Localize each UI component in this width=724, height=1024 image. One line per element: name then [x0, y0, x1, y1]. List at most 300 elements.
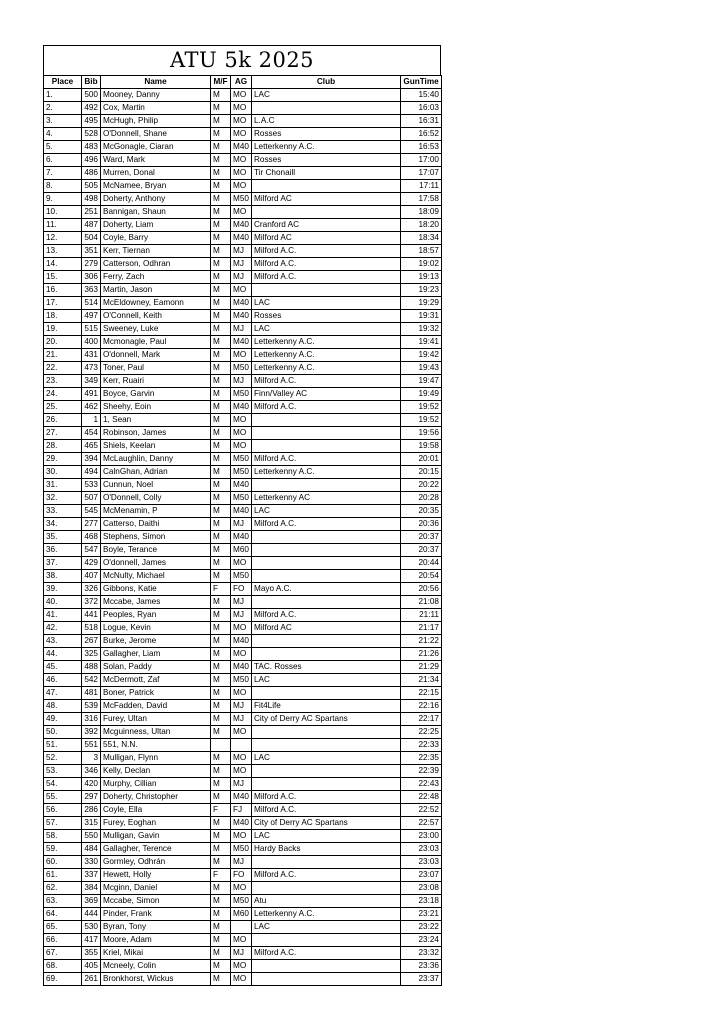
name-cell: O'Donnell, Shane — [101, 128, 211, 141]
guntime-cell: 15:40 — [401, 89, 442, 102]
table-row — [44, 791, 442, 804]
gender-cell: M — [211, 310, 231, 323]
name-cell: Mccabe, Simon — [101, 895, 211, 908]
age-group-cell: M50 — [231, 193, 252, 206]
name-cell: Peoples, Ryan — [101, 609, 211, 622]
name-cell: Gibbons, Katie — [101, 583, 211, 596]
club-cell: Milford A.C. — [252, 791, 401, 804]
table-row — [44, 778, 442, 791]
results-table — [43, 75, 442, 986]
name-cell: Sweeney, Luke — [101, 323, 211, 336]
age-group-cell: MO — [231, 102, 252, 115]
gender-cell: M — [211, 492, 231, 505]
guntime-cell: 20:44 — [401, 557, 442, 570]
gender-cell: M — [211, 596, 231, 609]
guntime-cell: 23:21 — [401, 908, 442, 921]
gender-cell: F — [211, 583, 231, 596]
guntime-cell: 18:34 — [401, 232, 442, 245]
bib-cell: 484 — [82, 843, 101, 856]
name-cell: Doherty, Liam — [101, 219, 211, 232]
place-cell: 39. — [44, 583, 82, 596]
place-cell: 44. — [44, 648, 82, 661]
age-group-cell: MJ — [231, 323, 252, 336]
place-cell: 37. — [44, 557, 82, 570]
age-group-cell: MO — [231, 89, 252, 102]
place-cell: 59. — [44, 843, 82, 856]
table-row — [44, 206, 442, 219]
table-row — [44, 830, 442, 843]
name-cell: McMenamin, P — [101, 505, 211, 518]
gender-cell: M — [211, 141, 231, 154]
gender-cell: M — [211, 115, 231, 128]
table-row — [44, 570, 442, 583]
bib-cell: 279 — [82, 258, 101, 271]
gender-cell: M — [211, 323, 231, 336]
club-cell — [252, 414, 401, 427]
club-cell — [252, 284, 401, 297]
name-cell: Ward, Mark — [101, 154, 211, 167]
place-cell: 57. — [44, 817, 82, 830]
table-row — [44, 141, 442, 154]
guntime-cell: 22:52 — [401, 804, 442, 817]
bib-cell: 306 — [82, 271, 101, 284]
table-row — [44, 297, 442, 310]
place-cell: 22. — [44, 362, 82, 375]
table-row — [44, 492, 442, 505]
age-group-cell: M50 — [231, 466, 252, 479]
gender-cell: M — [211, 687, 231, 700]
age-group-cell: M40 — [231, 635, 252, 648]
guntime-cell: 19:32 — [401, 323, 442, 336]
name-cell: Logue, Kevin — [101, 622, 211, 635]
gender-cell: M — [211, 973, 231, 986]
place-cell: 24. — [44, 388, 82, 401]
gender-cell: M — [211, 934, 231, 947]
header-place: Place — [44, 76, 82, 89]
name-cell: Furey, Ultan — [101, 713, 211, 726]
guntime-cell: 23:37 — [401, 973, 442, 986]
club-cell — [252, 778, 401, 791]
bib-cell: 325 — [82, 648, 101, 661]
club-cell: Letterkenny A.C. — [252, 362, 401, 375]
place-cell: 53. — [44, 765, 82, 778]
age-group-cell: MJ — [231, 700, 252, 713]
table-row — [44, 362, 442, 375]
club-cell: Finn/Valley AC — [252, 388, 401, 401]
age-group-cell: M40 — [231, 531, 252, 544]
place-cell: 25. — [44, 401, 82, 414]
age-group-cell: MO — [231, 154, 252, 167]
guntime-cell: 19:58 — [401, 440, 442, 453]
gender-cell: M — [211, 271, 231, 284]
age-group-cell: M40 — [231, 479, 252, 492]
club-cell: Mayo A.C. — [252, 583, 401, 596]
guntime-cell: 19:43 — [401, 362, 442, 375]
bib-cell: 495 — [82, 115, 101, 128]
place-cell: 34. — [44, 518, 82, 531]
table-header — [44, 76, 442, 89]
age-group-cell: M50 — [231, 453, 252, 466]
bib-cell: 497 — [82, 310, 101, 323]
place-cell: 52. — [44, 752, 82, 765]
bib-cell: 528 — [82, 128, 101, 141]
name-cell: Mcneely, Colin — [101, 960, 211, 973]
age-group-cell: FO — [231, 869, 252, 882]
gender-cell: M — [211, 349, 231, 362]
name-cell: Catterson, Odhran — [101, 258, 211, 271]
club-cell: City of Derry AC Spartans — [252, 817, 401, 830]
gender-cell: M — [211, 531, 231, 544]
bib-cell: 407 — [82, 570, 101, 583]
guntime-cell: 23:36 — [401, 960, 442, 973]
name-cell: 1, Sean — [101, 414, 211, 427]
gender-cell: M — [211, 258, 231, 271]
guntime-cell: 20:15 — [401, 466, 442, 479]
name-cell: Coyle, Ella — [101, 804, 211, 817]
place-cell: 15. — [44, 271, 82, 284]
table-row — [44, 843, 442, 856]
place-cell: 9. — [44, 193, 82, 206]
guntime-cell: 20:37 — [401, 531, 442, 544]
table-row — [44, 154, 442, 167]
guntime-cell: 22:35 — [401, 752, 442, 765]
bib-cell: 500 — [82, 89, 101, 102]
guntime-cell: 17:58 — [401, 193, 442, 206]
bib-cell: 473 — [82, 362, 101, 375]
guntime-cell: 19:49 — [401, 388, 442, 401]
header-row — [44, 76, 442, 89]
table-row — [44, 401, 442, 414]
bib-cell: 346 — [82, 765, 101, 778]
club-cell — [252, 479, 401, 492]
gender-cell: M — [211, 622, 231, 635]
table-row — [44, 193, 442, 206]
place-cell: 18. — [44, 310, 82, 323]
guntime-cell: 21:34 — [401, 674, 442, 687]
table-body — [44, 89, 442, 986]
table-row — [44, 375, 442, 388]
bib-cell: 417 — [82, 934, 101, 947]
table-row — [44, 622, 442, 635]
guntime-cell: 16:03 — [401, 102, 442, 115]
header-guntime: GunTime — [401, 76, 442, 89]
club-cell: Letterkenny A.C. — [252, 349, 401, 362]
club-cell: Milford A.C. — [252, 258, 401, 271]
age-group-cell: M40 — [231, 297, 252, 310]
name-cell: Bannigan, Shaun — [101, 206, 211, 219]
guntime-cell: 20:28 — [401, 492, 442, 505]
guntime-cell: 22:39 — [401, 765, 442, 778]
age-group-cell: FO — [231, 583, 252, 596]
club-cell: Milford AC — [252, 622, 401, 635]
club-cell — [252, 570, 401, 583]
club-cell: Letterkenny A.C. — [252, 141, 401, 154]
name-cell: Coyle, Barry — [101, 232, 211, 245]
gender-cell: F — [211, 869, 231, 882]
table-row — [44, 713, 442, 726]
place-cell: 60. — [44, 856, 82, 869]
name-cell: Sheehy, Eoin — [101, 401, 211, 414]
guntime-cell: 21:17 — [401, 622, 442, 635]
name-cell: Murren, Donal — [101, 167, 211, 180]
age-group-cell: MO — [231, 206, 252, 219]
club-cell: Hardy Backs — [252, 843, 401, 856]
guntime-cell: 18:57 — [401, 245, 442, 258]
gender-cell: M — [211, 609, 231, 622]
age-group-cell: MJ — [231, 375, 252, 388]
guntime-cell: 22:25 — [401, 726, 442, 739]
age-group-cell: M40 — [231, 219, 252, 232]
place-cell: 58. — [44, 830, 82, 843]
table-row — [44, 583, 442, 596]
age-group-cell: MO — [231, 180, 252, 193]
place-cell: 23. — [44, 375, 82, 388]
name-cell: 551, N.N. — [101, 739, 211, 752]
guntime-cell: 22:43 — [401, 778, 442, 791]
place-cell: 29. — [44, 453, 82, 466]
guntime-cell: 19:29 — [401, 297, 442, 310]
age-group-cell: MJ — [231, 245, 252, 258]
bib-cell: 372 — [82, 596, 101, 609]
place-cell: 68. — [44, 960, 82, 973]
gender-cell: M — [211, 414, 231, 427]
name-cell: Burke, Jerome — [101, 635, 211, 648]
club-cell — [252, 102, 401, 115]
age-group-cell: FJ — [231, 804, 252, 817]
name-cell: Solan, Paddy — [101, 661, 211, 674]
club-cell — [252, 973, 401, 986]
gender-cell: M — [211, 778, 231, 791]
guntime-cell: 21:26 — [401, 648, 442, 661]
table-row — [44, 765, 442, 778]
table-row — [44, 973, 442, 986]
guntime-cell: 23:24 — [401, 934, 442, 947]
place-cell: 63. — [44, 895, 82, 908]
club-cell — [252, 557, 401, 570]
club-cell — [252, 427, 401, 440]
name-cell: Gallagher, Terence — [101, 843, 211, 856]
table-row — [44, 128, 442, 141]
table-row — [44, 934, 442, 947]
gender-cell: M — [211, 479, 231, 492]
gender-cell: M — [211, 908, 231, 921]
age-group-cell: MJ — [231, 713, 252, 726]
table-row — [44, 804, 442, 817]
club-cell: Milford A.C. — [252, 245, 401, 258]
gender-cell: M — [211, 362, 231, 375]
name-cell: Mcmonagle, Paul — [101, 336, 211, 349]
gender-cell: M — [211, 947, 231, 960]
name-cell: O'donnell, Mark — [101, 349, 211, 362]
club-cell: LAC — [252, 921, 401, 934]
club-cell: Milford A.C. — [252, 271, 401, 284]
age-group-cell: M40 — [231, 791, 252, 804]
place-cell: 48. — [44, 700, 82, 713]
bib-cell: 505 — [82, 180, 101, 193]
place-cell: 1. — [44, 89, 82, 102]
club-cell: Tir Chonaill — [252, 167, 401, 180]
name-cell: McFadden, David — [101, 700, 211, 713]
name-cell: Catterso, Daithi — [101, 518, 211, 531]
bib-cell: 515 — [82, 323, 101, 336]
bib-cell: 550 — [82, 830, 101, 843]
club-cell — [252, 960, 401, 973]
club-cell: Milford A.C. — [252, 375, 401, 388]
club-cell — [252, 739, 401, 752]
bib-cell: 277 — [82, 518, 101, 531]
club-cell: Atu — [252, 895, 401, 908]
place-cell: 67. — [44, 947, 82, 960]
bib-cell: 267 — [82, 635, 101, 648]
header-name: Name — [101, 76, 211, 89]
table-row — [44, 323, 442, 336]
place-cell: 28. — [44, 440, 82, 453]
guntime-cell: 19:42 — [401, 349, 442, 362]
name-cell: Kriel, Mikai — [101, 947, 211, 960]
gender-cell — [211, 739, 231, 752]
name-cell: Moore, Adam — [101, 934, 211, 947]
gender-cell: M — [211, 544, 231, 557]
gender-cell: M — [211, 960, 231, 973]
gender-cell: M — [211, 180, 231, 193]
table-row — [44, 557, 442, 570]
header-gender: M/F — [211, 76, 231, 89]
bib-cell: 261 — [82, 973, 101, 986]
name-cell: Doherty, Anthony — [101, 193, 211, 206]
place-cell: 20. — [44, 336, 82, 349]
name-cell: Cox, Martin — [101, 102, 211, 115]
place-cell: 17. — [44, 297, 82, 310]
club-cell: Milford A.C. — [252, 518, 401, 531]
gender-cell: F — [211, 804, 231, 817]
place-cell: 21. — [44, 349, 82, 362]
guntime-cell: 17:00 — [401, 154, 442, 167]
club-cell: Milford AC — [252, 193, 401, 206]
table-row — [44, 89, 442, 102]
place-cell: 14. — [44, 258, 82, 271]
place-cell: 40. — [44, 596, 82, 609]
bib-cell: 337 — [82, 869, 101, 882]
name-cell: Shiels, Keelan — [101, 440, 211, 453]
bib-cell: 441 — [82, 609, 101, 622]
bib-cell: 494 — [82, 466, 101, 479]
gender-cell: M — [211, 245, 231, 258]
bib-cell: 429 — [82, 557, 101, 570]
age-group-cell: M50 — [231, 843, 252, 856]
table-row — [44, 115, 442, 128]
place-cell: 5. — [44, 141, 82, 154]
guntime-cell: 20:37 — [401, 544, 442, 557]
name-cell: Doherty, Christopher — [101, 791, 211, 804]
bib-cell: 454 — [82, 427, 101, 440]
gender-cell: M — [211, 882, 231, 895]
table-row — [44, 661, 442, 674]
club-cell — [252, 648, 401, 661]
table-row — [44, 349, 442, 362]
age-group-cell: MO — [231, 726, 252, 739]
guntime-cell: 16:52 — [401, 128, 442, 141]
bib-cell: 330 — [82, 856, 101, 869]
table-row — [44, 739, 442, 752]
gender-cell: M — [211, 388, 231, 401]
place-cell: 26. — [44, 414, 82, 427]
bib-cell: 504 — [82, 232, 101, 245]
age-group-cell: M40 — [231, 141, 252, 154]
age-group-cell: M50 — [231, 362, 252, 375]
gender-cell: M — [211, 713, 231, 726]
guntime-cell: 20:22 — [401, 479, 442, 492]
bib-cell: 498 — [82, 193, 101, 206]
age-group-cell: MO — [231, 687, 252, 700]
table-row — [44, 960, 442, 973]
table-row — [44, 817, 442, 830]
club-cell — [252, 635, 401, 648]
age-group-cell — [231, 739, 252, 752]
guntime-cell: 22:17 — [401, 713, 442, 726]
place-cell: 3. — [44, 115, 82, 128]
bib-cell: 349 — [82, 375, 101, 388]
bib-cell: 491 — [82, 388, 101, 401]
table-row — [44, 180, 442, 193]
age-group-cell: M50 — [231, 492, 252, 505]
club-cell: L.A.C — [252, 115, 401, 128]
table-row — [44, 479, 442, 492]
age-group-cell: MO — [231, 752, 252, 765]
club-cell: City of Derry AC Spartans — [252, 713, 401, 726]
name-cell: CalnGhan, Adrian — [101, 466, 211, 479]
gender-cell: M — [211, 648, 231, 661]
club-cell — [252, 180, 401, 193]
table-row — [44, 947, 442, 960]
age-group-cell: M60 — [231, 544, 252, 557]
age-group-cell: MJ — [231, 856, 252, 869]
bib-cell: 488 — [82, 661, 101, 674]
age-group-cell: M40 — [231, 336, 252, 349]
bib-cell: 481 — [82, 687, 101, 700]
bib-cell: 547 — [82, 544, 101, 557]
table-row — [44, 726, 442, 739]
club-cell: Rosses — [252, 310, 401, 323]
name-cell: Robinson, James — [101, 427, 211, 440]
place-cell: 54. — [44, 778, 82, 791]
bib-cell: 384 — [82, 882, 101, 895]
table-row — [44, 596, 442, 609]
bib-cell: 551 — [82, 739, 101, 752]
club-cell: Letterkenny A.C. — [252, 908, 401, 921]
gender-cell: M — [211, 557, 231, 570]
age-group-cell: MO — [231, 882, 252, 895]
name-cell: McNamee, Bryan — [101, 180, 211, 193]
table-row — [44, 544, 442, 557]
place-cell: 36. — [44, 544, 82, 557]
gender-cell: M — [211, 570, 231, 583]
gender-cell: M — [211, 167, 231, 180]
club-cell: Milford A.C. — [252, 869, 401, 882]
place-cell: 6. — [44, 154, 82, 167]
age-group-cell: M40 — [231, 310, 252, 323]
name-cell: Mulligan, Gavin — [101, 830, 211, 843]
age-group-cell: MO — [231, 427, 252, 440]
bib-cell: 420 — [82, 778, 101, 791]
guntime-cell: 20:36 — [401, 518, 442, 531]
gender-cell: M — [211, 232, 231, 245]
gender-cell: M — [211, 856, 231, 869]
guntime-cell: 23:00 — [401, 830, 442, 843]
club-cell — [252, 934, 401, 947]
age-group-cell: MJ — [231, 609, 252, 622]
place-cell: 19. — [44, 323, 82, 336]
club-cell — [252, 531, 401, 544]
